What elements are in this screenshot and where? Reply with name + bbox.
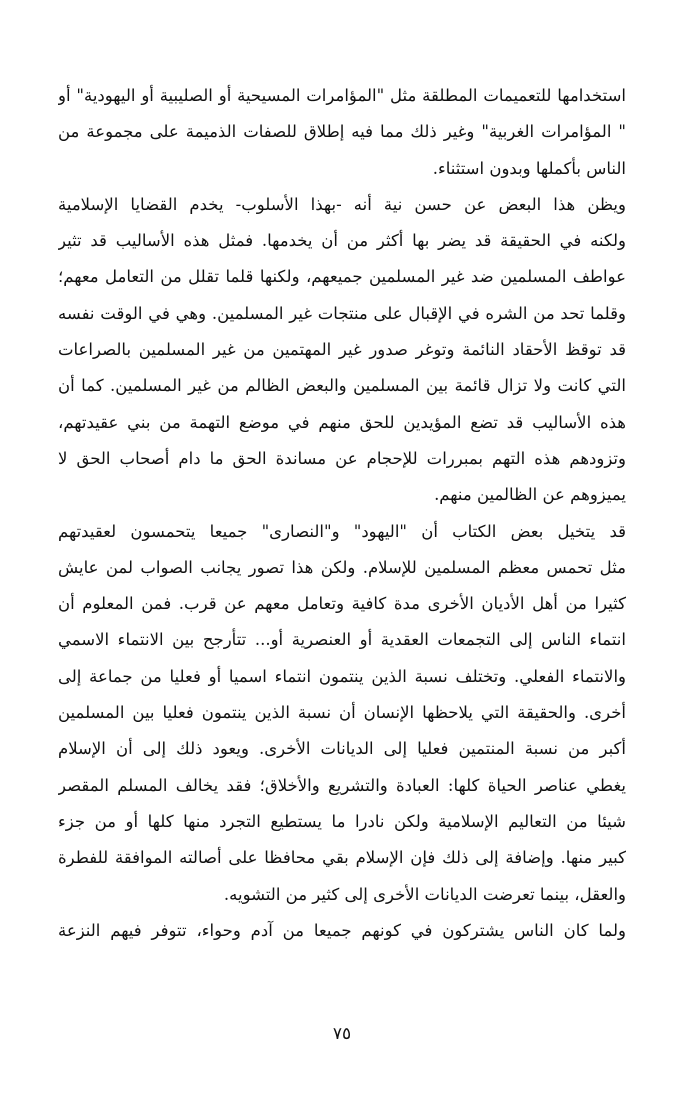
text-line: أخرى. والحقيقة التي يلاحظها الإنسان أن نسبة الذين ينتمون فعليا بين المسلمين [58, 703, 626, 723]
text-line: ويظن هذا البعض عن حسن نية أنه -بهذا الأسلوب- يخدم القضايا الإسلامية [58, 194, 626, 214]
text-line: يغطي عناصر الحياة كلها: العبادة والتشريع والأخلاق؛ فقد يخالف المسلم المقصر [58, 775, 626, 795]
text-line: يميزوهم عن الظالمين منهم. [434, 485, 626, 505]
text-line: عواطف المسلمين ضد غير المسلمين جميعهم، ولكنها قلما تقلل من التعامل معهم؛ [58, 267, 626, 287]
text-line: وقلما تحد من الشره في الإقبال على منتجات غير المسلمين. وهي في الوقت نفسه [58, 303, 626, 323]
page-number: ٧٥ [332, 1024, 352, 1044]
paragraph-3 [58, 514, 626, 913]
text-line: " المؤامرات الغربية" وغير ذلك مما فيه إطلاق للصفات الذميمة على مجموعة من [58, 122, 626, 142]
text-line: قد توقظ الأحقاد النائمة وتوغر صدور غير المهتمين من غير المسلمين بالصراعات [58, 340, 626, 360]
paragraph-1 [58, 78, 626, 187]
paragraph-4 [58, 913, 626, 949]
text-line: ولما كان الناس يشتركون في كونهم جميعا من آدم وحواء، تتوفر فيهم النزعة [58, 920, 626, 940]
body-text [58, 78, 626, 949]
text-line: كثيرا من أهل الأديان الأخرى مدة كافية وتعامل معهم عن قرب. فمن المعلوم أن [58, 594, 626, 614]
text-line: كبير منها. وإضافة إلى ذلك فإن الإسلام بقي محافظا على أصالته الموافقة للفطرة [58, 848, 626, 868]
text-line: وتزودهم هذه التهم بمبررات للإحجام عن مساندة الحق ما دام أصحاب الحق لا [58, 448, 626, 468]
text-line: قد يتخيل بعض الكتاب أن "اليهود" و"النصارى" جميعا يتحمسون لعقيدتهم [58, 521, 626, 541]
text-line: ولكنه في الحقيقة قد يضر بها أكثر من أن يخدمها. فمثل هذه الأساليب قد تثير [58, 231, 626, 251]
text-line: هذه الأساليب قد تضع المؤيدين للحق منهم في موضع التهمة من بني عقيدتهم، [58, 412, 626, 432]
text-line: الناس بأكملها وبدون استثناء. [432, 158, 626, 178]
text-line: مثل تحمس معظم المسلمين للإسلام. ولكن هذا تصور يجانب الصواب لمن عايش [58, 557, 626, 577]
text-line: انتماء الناس إلى التجمعات العقدية أو العنصرية أو... تتأرجح بين الانتماء الاسمي [58, 630, 626, 650]
text-line: التي كانت ولا تزال قائمة بين المسلمين والبعض الظالم من غير المسلمين. كما أن [58, 376, 626, 396]
text-line: شيئا من التعاليم الإسلامية ولكن نادرا ما يستطيع التجرد منها كلها أو من جزء [58, 811, 626, 831]
text-line: والانتماء الفعلي. وتختلف نسبة الذين ينتمون انتماء اسميا أو فعليا من جماعة إلى [58, 666, 626, 686]
text-line: استخدامها للتعميمات المطلقة مثل "المؤامرات المسيحية أو الصليبية أو اليهودية" أو [58, 86, 626, 105]
text-line: أكبر من نسبة المنتمين فعليا إلى الديانات الأخرى. ويعود ذلك إلى أن الإسلام [58, 739, 626, 759]
text-line: والعقل، بينما تعرضت الديانات الأخرى إلى كثير من التشويه. [223, 884, 626, 904]
paragraph-2 [58, 187, 626, 514]
